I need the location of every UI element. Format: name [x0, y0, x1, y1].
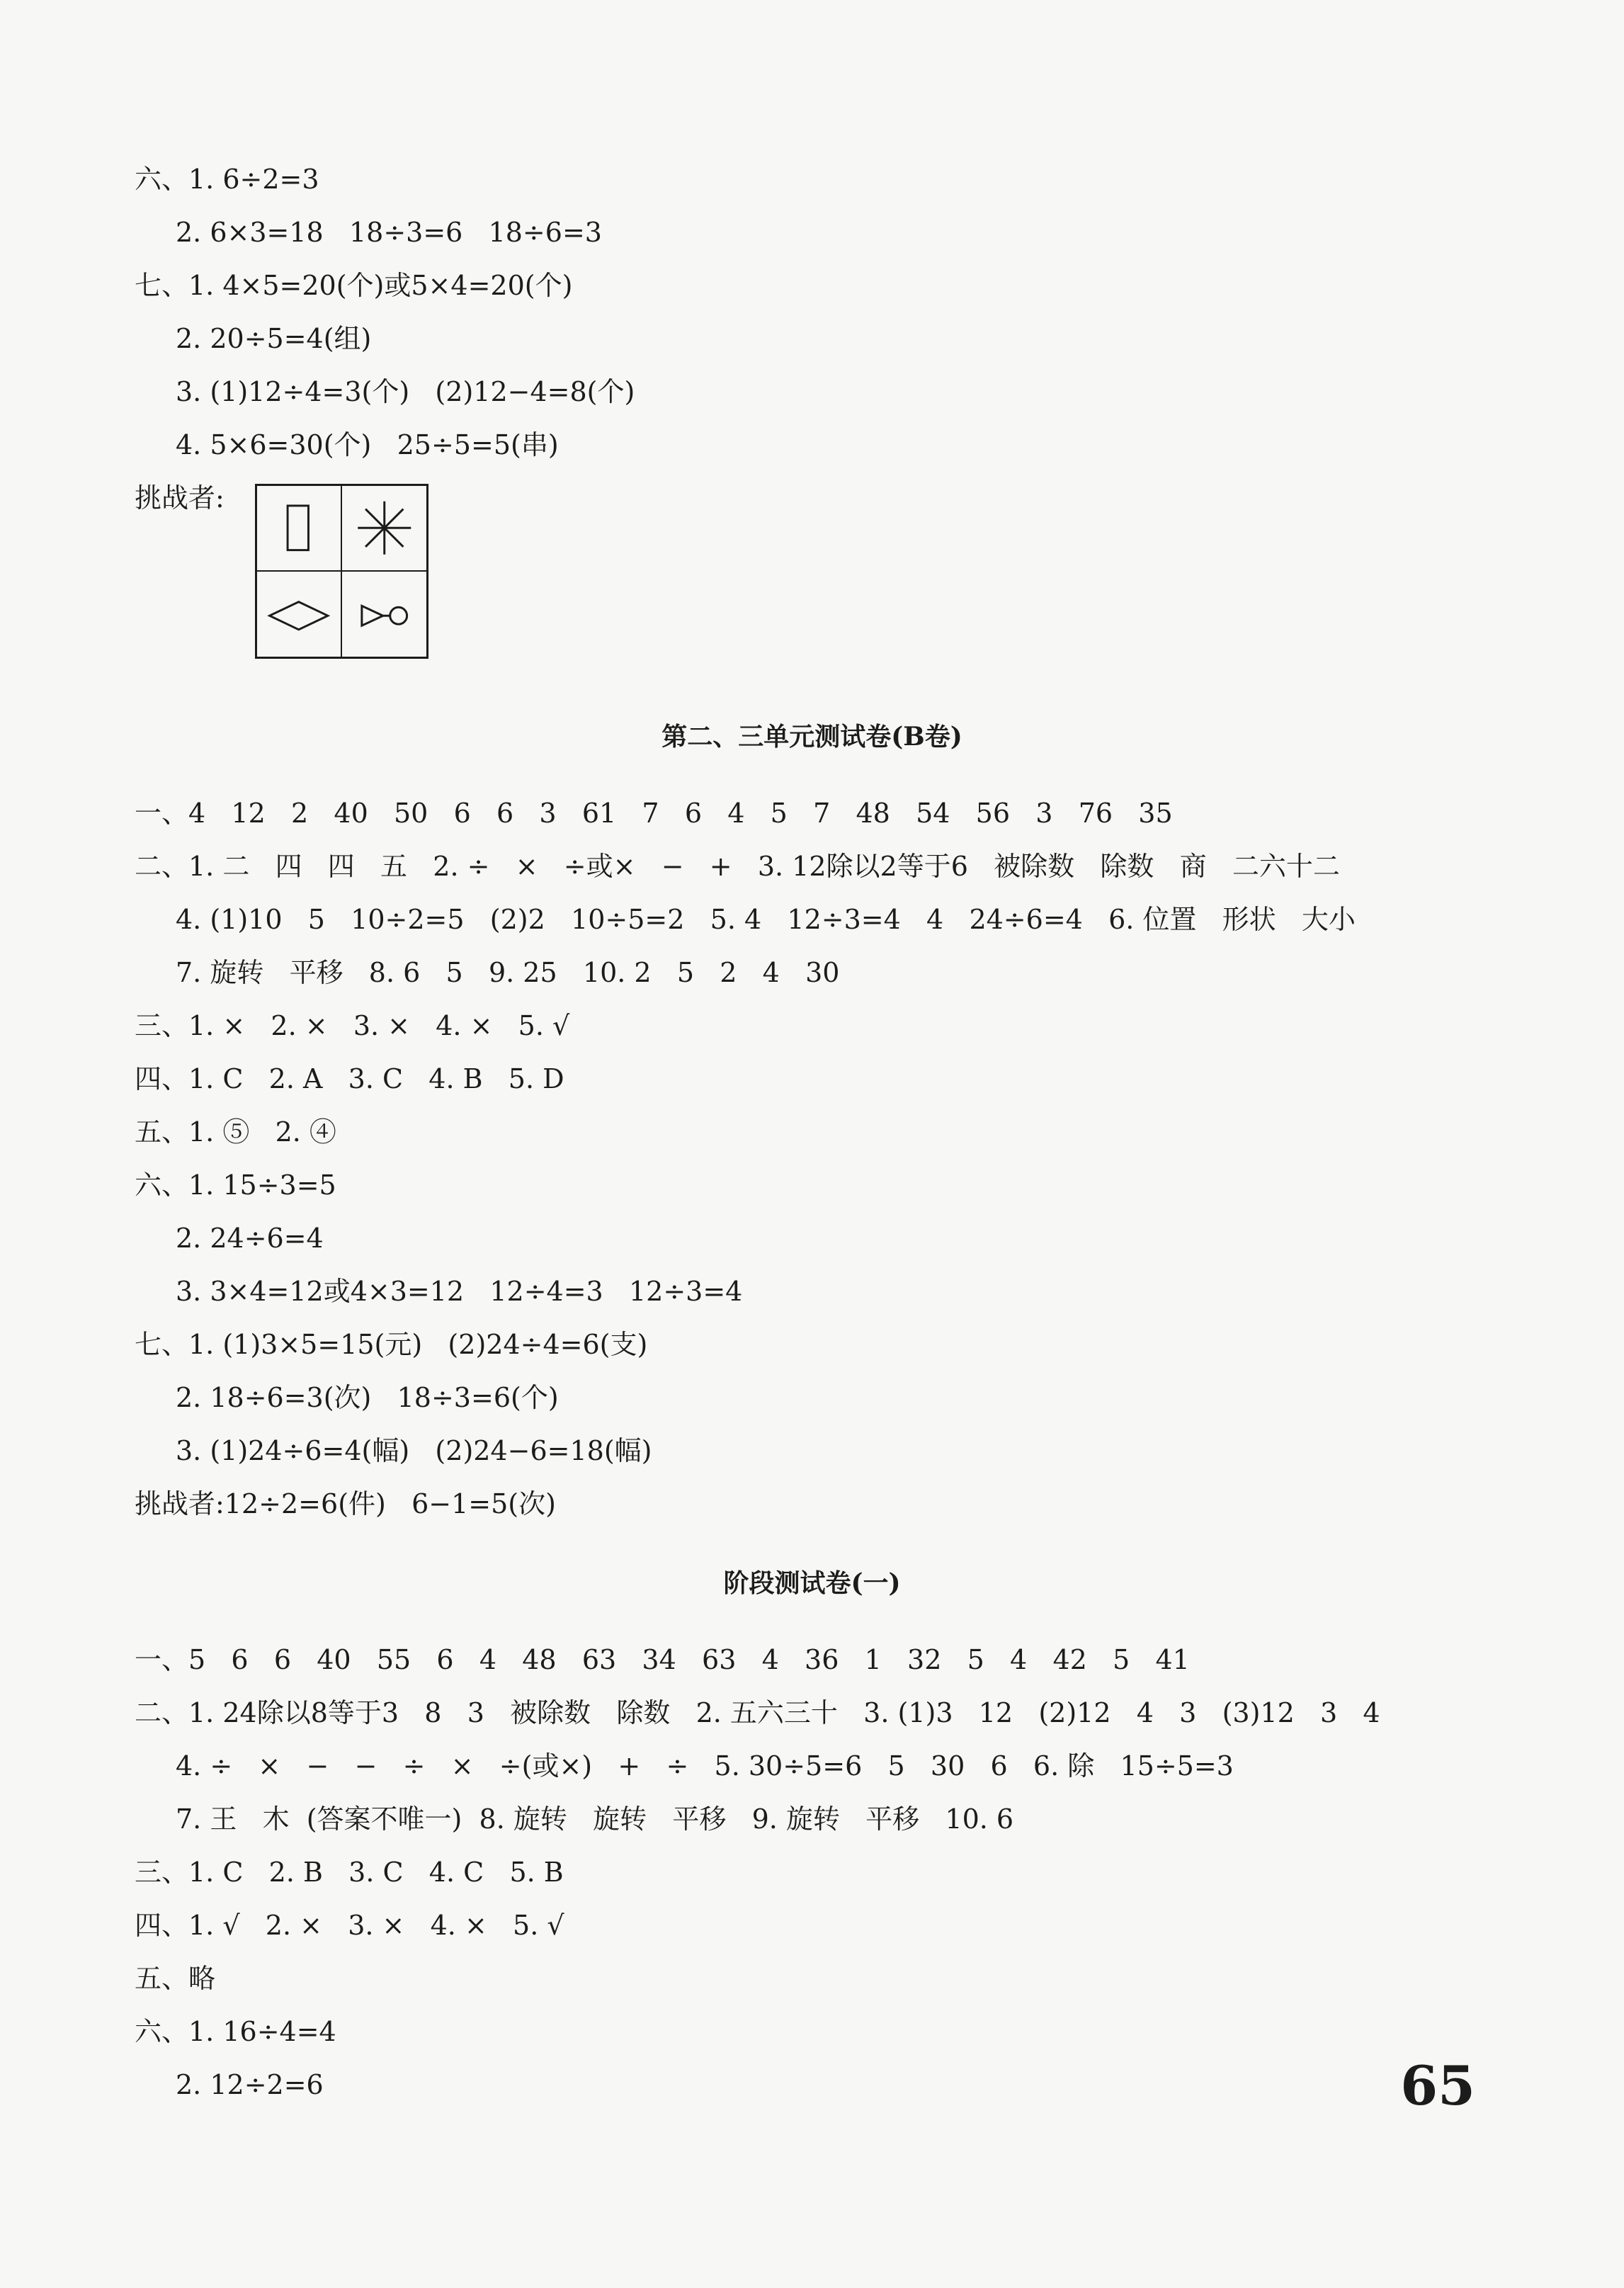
answer-line: 7. 旋转 平移 8. 6 5 9. 25 10. 2 5 2 4 30 [176, 957, 840, 988]
answer-line: 四、1. C 2. A 3. C 4. B 5. D [135, 1063, 564, 1094]
answer-line: 7. 王 木 (答案不唯一) 8. 旋转 旋转 平移 9. 旋转 平移 10. 6 [176, 1803, 1014, 1835]
answer-line: 4. 5×6=30(个) 25÷5=5(串) [176, 429, 559, 460]
star-cell [342, 486, 427, 572]
answer-line: 六、1. 15÷3=5 [135, 1170, 336, 1201]
answer-line: 二、1. 二 四 四 五 2. ÷ × ÷或× − + 3. 12除以2等于6 被除数 除数 商 二六十二 [135, 851, 1340, 882]
answer-line: 4. ÷ × − − ÷ × ÷(或×) + ÷ 5. 30÷5=6 5 30 6 6. 除 15÷5=3 [176, 1750, 1234, 1782]
diamond-icon [257, 572, 341, 657]
diamond-cell [257, 572, 342, 657]
challenge-label: 挑战者: [135, 482, 225, 514]
page-number: 65 [1400, 2054, 1475, 2117]
rectangle-cell [257, 486, 342, 572]
answer-line: 三、1. C 2. B 3. C 4. C 5. B [135, 1857, 564, 1888]
section-title: 阶段测试卷(一) [723, 1568, 901, 1598]
rectangle-icon [257, 486, 341, 570]
answer-line: 3. 3×4=12或4×3=12 12÷4=3 12÷3=4 [176, 1276, 743, 1307]
answer-line: 三、1. × 2. × 3. × 4. × 5. √ [135, 1010, 570, 1041]
answer-line: 五、1. ⑤ 2. ④ [135, 1116, 336, 1148]
answer-line: 二、1. 24除以8等于3 8 3 被除数 除数 2. 五六三十 3. (1)3 12 (2)12 4 3 (3)12 3 4 [135, 1697, 1380, 1728]
answer-line: 七、1. 4×5=20(个)或5×4=20(个) [135, 270, 573, 301]
answer-line: 挑战者:12÷2=6(件) 6−1=5(次) [135, 1488, 556, 1519]
triangle-circle-cell [342, 572, 427, 657]
answer-line: 六、1. 6÷2=3 [135, 164, 319, 195]
asterisk-star-icon [342, 486, 427, 570]
answer-line: 四、1. √ 2. × 3. × 4. × 5. √ [135, 1910, 564, 1941]
answer-line: 3. (1)24÷6=4(幅) (2)24−6=18(幅) [176, 1435, 652, 1466]
triangle-circle-icon [342, 572, 427, 657]
section-title: 第二、三单元测试卷(B卷) [661, 722, 963, 752]
answer-line: 一、5 6 6 40 55 6 4 48 63 34 63 4 36 1 32 5 4 42 5 41 [135, 1644, 1190, 1675]
answer-line: 六、1. 16÷4=4 [135, 2016, 336, 2047]
answer-line: 2. 18÷6=3(次) 18÷3=6(个) [176, 1382, 559, 1413]
answer-line: 4. (1)10 5 10÷2=5 (2)2 10÷5=2 5. 4 12÷3=4 4 24÷6=4 6. 位置 形状 大小 [176, 904, 1356, 935]
answer-line: 3. (1)12÷4=3(个) (2)12−4=8(个) [176, 376, 635, 407]
answer-line: 2. 12÷2=6 [176, 2069, 324, 2100]
answer-line: 一、4 12 2 40 50 6 6 3 61 7 6 4 5 7 48 54 56 3 76 35 [135, 798, 1173, 829]
answer-line: 2. 20÷5=4(组) [176, 323, 372, 354]
answer-line: 2. 24÷6=4 [176, 1223, 324, 1254]
answer-line: 五、略 [135, 1963, 216, 1994]
answer-line: 2. 6×3=18 18÷3=6 18÷6=3 [176, 217, 602, 248]
answer-line: 七、1. (1)3×5=15(元) (2)24÷4=6(支) [135, 1329, 648, 1360]
shape-grid [255, 484, 428, 659]
